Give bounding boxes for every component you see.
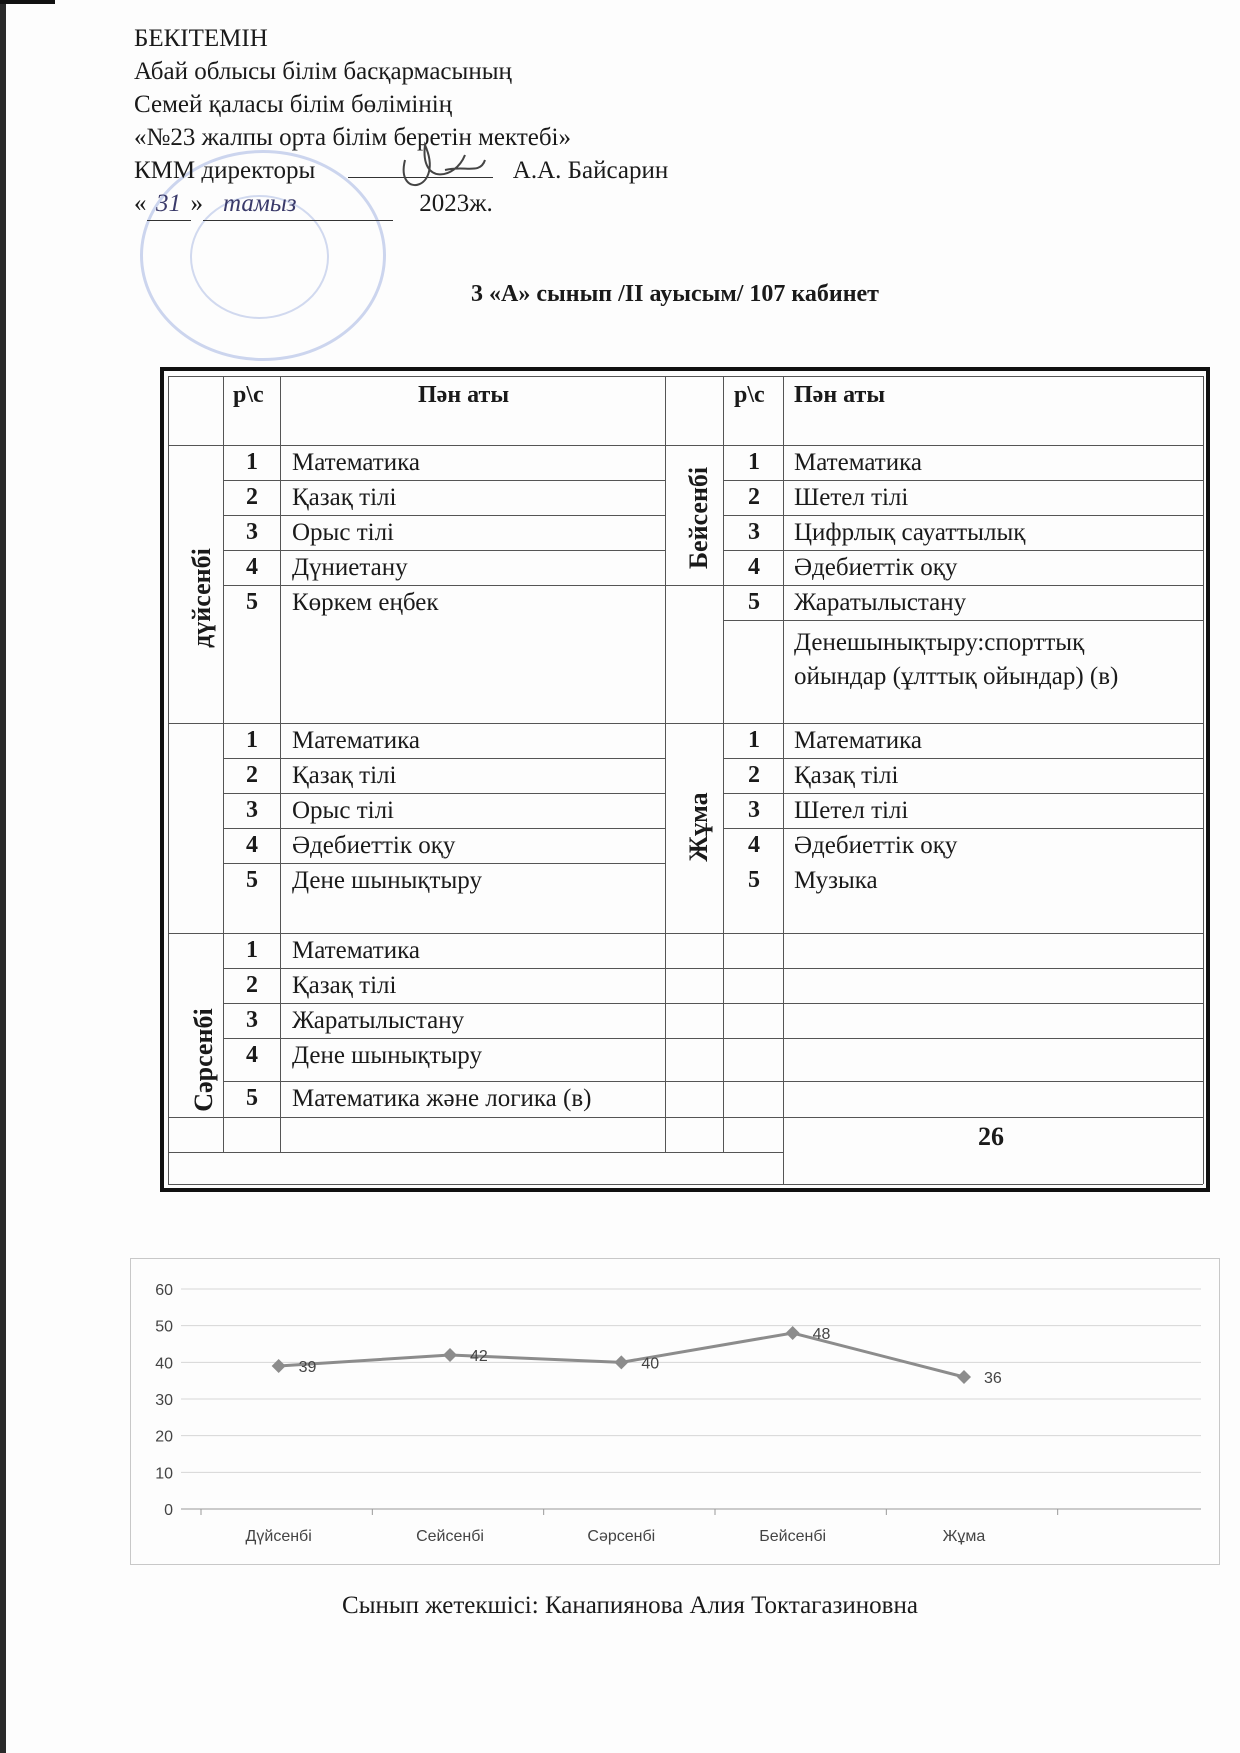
approval-line-2: Семей қаласы білім бөлімінің	[134, 91, 453, 118]
day-label-wed: Сәрсенбі	[189, 1008, 218, 1112]
fri-subject-2: Қазақ тілі	[794, 762, 899, 789]
fri-num-5: 5	[748, 867, 760, 893]
mon-num-2: 2	[246, 484, 258, 510]
data-point	[786, 1326, 800, 1340]
tue-num-4: 4	[246, 832, 258, 858]
tue-num-2: 2	[246, 762, 258, 788]
class-teacher: Сынып жетекшісі: Канапиянова Алия Токтагазиновна	[342, 1592, 918, 1619]
fri-subject-4: Әдебиеттік оқу	[794, 832, 958, 859]
thu-subject-2: Шетел тілі	[794, 484, 909, 511]
tue-subject-1: Математика	[292, 727, 420, 754]
date-quote-close: »	[190, 190, 203, 217]
data-label: 36	[984, 1370, 1002, 1387]
data-point	[443, 1348, 457, 1362]
tue-num-5: 5	[246, 867, 258, 893]
director-label: КММ директоры	[134, 157, 316, 184]
y-tick-label: 30	[155, 1392, 173, 1409]
data-point	[614, 1355, 628, 1369]
x-tick-label: Сәрсенбі	[587, 1528, 656, 1545]
date-year: 2023ж.	[419, 190, 493, 217]
wed-num-5: 5	[246, 1085, 258, 1111]
chart-container	[130, 1258, 1220, 1565]
fri-num-1: 1	[748, 727, 760, 753]
wed-subject-2: Қазақ тілі	[292, 972, 397, 999]
col-num-header-left: р\с	[233, 382, 264, 408]
y-tick-label: 50	[155, 1318, 173, 1336]
scan-mark	[0, 0, 55, 4]
tue-num-3: 3	[246, 797, 258, 823]
scan-edge	[0, 0, 6, 1753]
y-tick-label: 0	[164, 1502, 173, 1519]
date-day: 31	[147, 187, 191, 221]
data-point	[272, 1359, 286, 1373]
y-tick-label: 40	[155, 1355, 173, 1373]
mon-subject-1: Математика	[292, 449, 420, 476]
fri-num-2: 2	[748, 762, 760, 788]
fri-subject-1: Математика	[794, 727, 922, 754]
day-label-fri: Жұма	[684, 792, 713, 862]
thu-subject-1: Математика	[794, 449, 922, 476]
wed-subject-1: Математика	[292, 937, 420, 964]
x-tick-label: Дүйсенбі	[245, 1528, 312, 1545]
data-label: 39	[298, 1359, 317, 1376]
mon-subject-3: Орыс тілі	[292, 519, 394, 546]
thu-extra-line-1: Денешынықтыру:спорттық	[794, 629, 1085, 656]
wed-num-1: 1	[246, 937, 258, 963]
day-label-thu: Бейсенбі	[684, 466, 713, 570]
data-point	[957, 1370, 971, 1384]
thu-num-4: 4	[748, 554, 760, 580]
wed-num-4: 4	[246, 1042, 258, 1068]
approval-line-3: «№23 жалпы орта білім беретін мектебі»	[134, 124, 571, 151]
tue-subject-3: Орыс тілі	[292, 797, 394, 824]
thu-num-3: 3	[748, 519, 760, 545]
thu-subject-5: Жаратылыстану	[794, 589, 967, 616]
wed-subject-5: Математика және логика (в)	[292, 1085, 592, 1112]
tue-subject-5: Дене шынықтыру	[292, 867, 482, 894]
wed-subject-4: Дене шынықтыру	[292, 1042, 482, 1069]
thu-subject-3: Цифрлық сауаттылық	[794, 519, 1026, 546]
approval-line-1: Абай облысы білім басқармасының	[134, 58, 512, 85]
tue-num-1: 1	[246, 727, 258, 753]
tue-subject-4: Әдебиеттік оқу	[292, 832, 456, 859]
director-name: А.А. Байсарин	[512, 157, 669, 184]
x-tick-label: Жұма	[942, 1528, 986, 1545]
director-signature	[385, 140, 495, 200]
fri-subject-5: Музыка	[794, 867, 878, 894]
tue-subject-2: Қазақ тілі	[292, 762, 397, 789]
total-hours: 26	[978, 1122, 1004, 1151]
mon-num-4: 4	[246, 554, 258, 580]
class-subtitle: 3 «А» сынып /II ауысым/ 107 кабинет	[471, 281, 879, 307]
col-subject-header-left: Пән аты	[418, 382, 510, 408]
wed-num-3: 3	[246, 1007, 258, 1033]
x-tick-label: Бейсенбі	[759, 1528, 827, 1545]
wed-subject-3: Жаратылыстану	[292, 1007, 465, 1034]
data-label: 42	[470, 1348, 488, 1365]
date-quote-open: «	[134, 190, 147, 217]
mon-subject-4: Дүниетану	[292, 554, 408, 581]
mon-subject-5: Көркем еңбек	[292, 589, 439, 616]
thu-num-1: 1	[748, 449, 760, 475]
col-num-header-right: р\с	[734, 382, 765, 408]
thu-num-2: 2	[748, 484, 760, 510]
y-tick-label: 60	[155, 1282, 173, 1299]
mon-num-3: 3	[246, 519, 258, 545]
col-subject-header-right: Пән аты	[794, 382, 886, 408]
data-label: 48	[812, 1326, 831, 1343]
fri-subject-3: Шетел тілі	[794, 797, 909, 824]
thu-extra-line-2: ойындар (ұлттық ойындар) (в)	[794, 663, 1119, 690]
series-line	[279, 1333, 964, 1377]
line-chart	[131, 1259, 1219, 1564]
y-tick-label: 20	[155, 1428, 173, 1446]
mon-num-5: 5	[246, 589, 258, 615]
day-label-mon: дүйсенбі	[187, 548, 216, 648]
x-tick-label: Сейсенбі	[416, 1528, 484, 1545]
mon-num-1: 1	[246, 449, 258, 475]
approval-heading: БЕКІТЕМІН	[134, 25, 268, 52]
data-label: 40	[641, 1355, 660, 1373]
y-tick-label: 10	[155, 1465, 173, 1483]
fri-num-4: 4	[748, 832, 760, 858]
thu-num-5: 5	[748, 589, 760, 615]
mon-subject-2: Қазақ тілі	[292, 484, 397, 511]
date-month: тамыз	[203, 187, 393, 221]
fri-num-3: 3	[748, 797, 760, 823]
wed-num-2: 2	[246, 972, 258, 998]
thu-subject-4: Әдебиеттік оқу	[794, 554, 958, 581]
